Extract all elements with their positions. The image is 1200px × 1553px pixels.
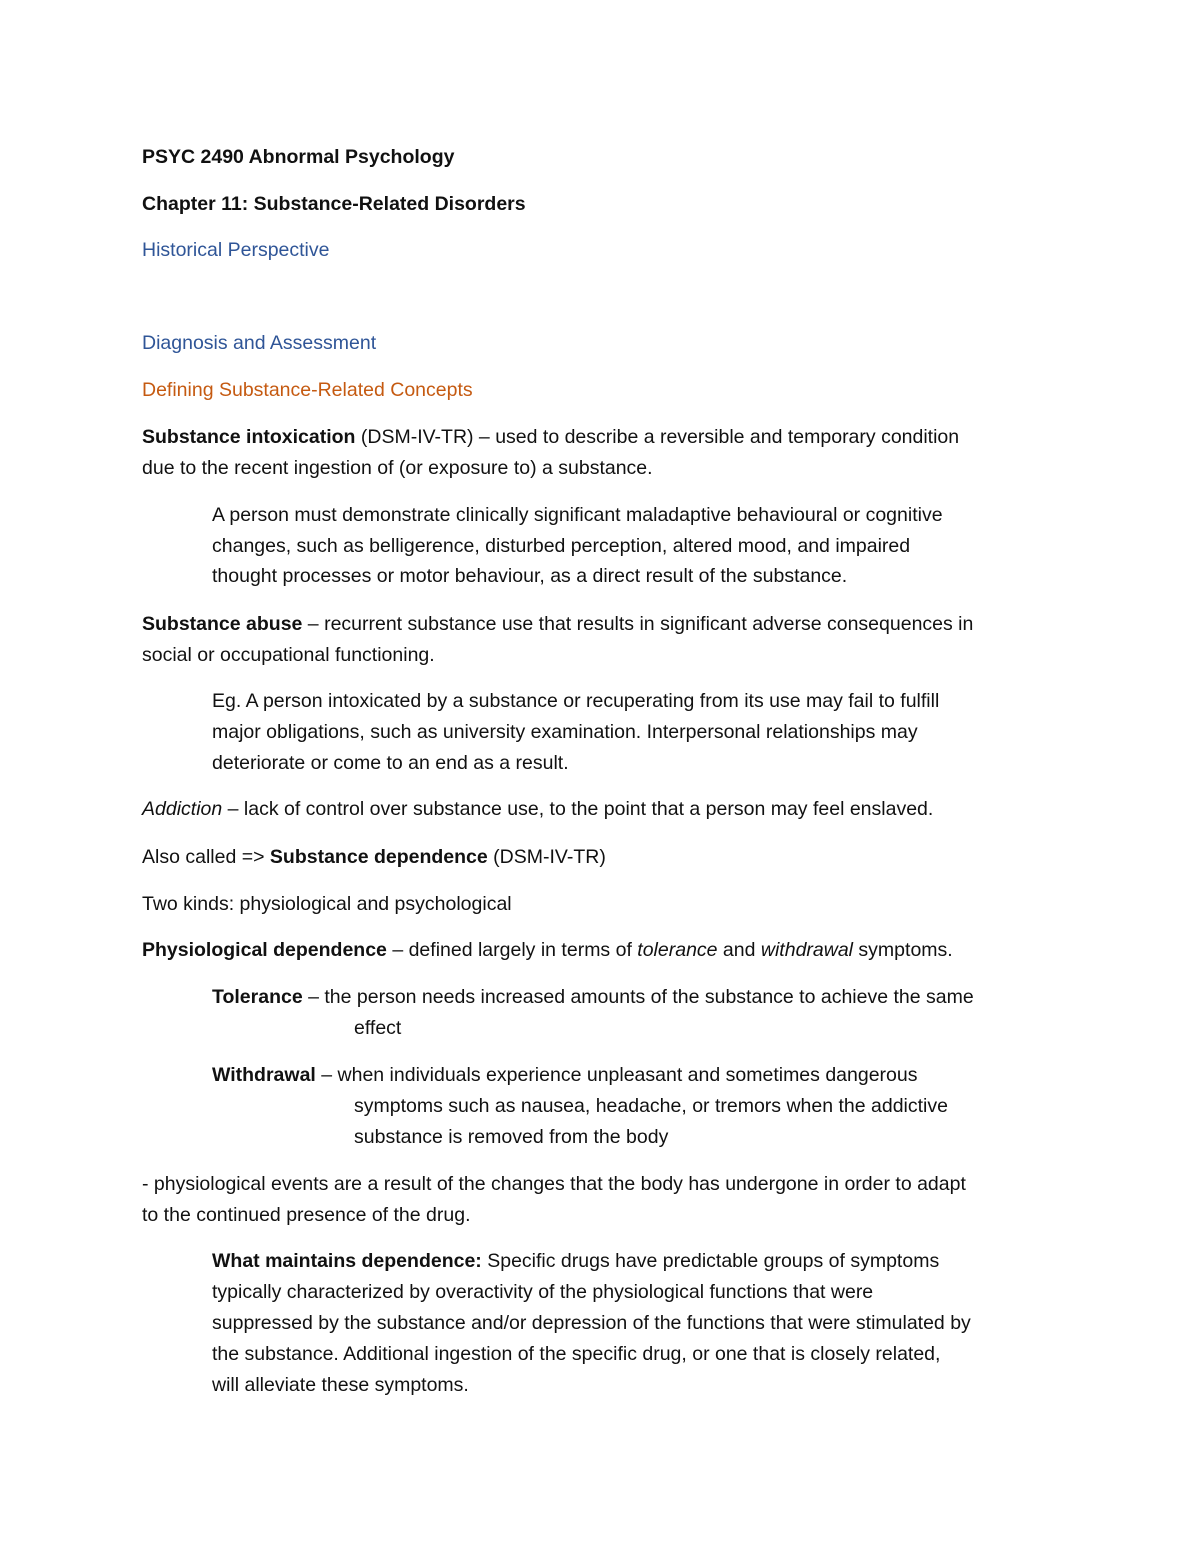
course-title: PSYC 2490 Abnormal Psychology xyxy=(142,146,455,168)
maintains-dependence-line: the substance. Additional ingestion of the specific drug, or one that is closely related, xyxy=(212,1343,941,1365)
physiological-events-line-1: - physiological events are a result of the changes that the body has undergone in order to adapt xyxy=(142,1173,966,1195)
tolerance-definition-line-2: effect xyxy=(354,1017,402,1039)
maintains-dependence-text: Specific drugs have predictable groups of symptoms xyxy=(481,1250,940,1272)
two-kinds-line: Two kinds: physiological and psychological xyxy=(142,893,512,915)
abuse-example-line: deteriorate or come to an end as a result. xyxy=(212,752,569,774)
intoxication-definition-line-1 xyxy=(142,425,959,449)
and-word: and xyxy=(717,939,761,961)
physiological-text-2: symptoms. xyxy=(853,939,953,961)
also-called-suffix: (DSM-IV-TR) xyxy=(487,846,606,868)
also-called-prefix: Also called => xyxy=(142,846,270,868)
physiological-dependence-term: Physiological dependence xyxy=(142,939,387,961)
maintains-dependence-term: What maintains dependence: xyxy=(212,1250,482,1272)
maintains-dependence-line: will alleviate these symptoms. xyxy=(212,1374,469,1396)
maintains-dependence-line: suppressed by the substance and/or depression of the functions that were stimulated by xyxy=(212,1312,971,1334)
withdrawal-definition-line-3: substance is removed from the body xyxy=(354,1126,669,1148)
abuse-definition-line-2: social or occupational functioning. xyxy=(142,644,435,666)
withdrawal-term: Withdrawal xyxy=(212,1064,316,1086)
physiological-dependence-definition xyxy=(142,938,953,962)
abuse-definition-text: – recurrent substance use that results in significant adverse consequences in xyxy=(302,613,974,635)
abuse-example-line: Eg. A person intoxicated by a substance or recuperating from its use may fail to fulfill xyxy=(212,690,940,712)
tolerance-definition-line-1 xyxy=(212,985,974,1009)
withdrawal-word: withdrawal xyxy=(760,939,854,961)
abuse-term: Substance abuse xyxy=(142,613,303,635)
heading-defining-concepts: Defining Substance-Related Concepts xyxy=(142,379,473,401)
withdrawal-definition-line-1 xyxy=(212,1063,917,1087)
tolerance-definition-text: – the person needs increased amounts of the substance to achieve the same xyxy=(302,986,974,1008)
intoxication-term: Substance intoxication xyxy=(142,426,356,448)
maintains-dependence-line: typically characterized by overactivity of the physiological functions that were xyxy=(212,1281,874,1303)
physiological-text-1: – defined largely in terms of xyxy=(386,939,638,961)
intoxication-detail-line: A person must demonstrate clinically significant maladaptive behavioural or cognitive xyxy=(212,504,943,526)
tolerance-word: tolerance xyxy=(637,939,718,961)
addiction-definition xyxy=(142,797,933,821)
maintains-dependence-line-1 xyxy=(212,1249,939,1273)
chapter-title: Chapter 11: Substance-Related Disorders xyxy=(142,193,526,215)
physiological-events-line-2: to the continued presence of the drug. xyxy=(142,1204,471,1226)
abuse-definition-line-1 xyxy=(142,612,973,636)
tolerance-term: Tolerance xyxy=(212,986,303,1008)
intoxication-detail-line: thought processes or motor behaviour, as a direct result of the substance. xyxy=(212,565,848,587)
intoxication-definition-text: (DSM-IV-TR) – used to describe a reversible and temporary condition xyxy=(355,426,960,448)
heading-diagnosis-assessment: Diagnosis and Assessment xyxy=(142,332,377,354)
withdrawal-definition-text: – when individuals experience unpleasant and sometimes dangerous xyxy=(315,1064,918,1086)
also-called-line xyxy=(142,845,606,869)
withdrawal-definition-line-2: symptoms such as nausea, headache, or tremors when the addictive xyxy=(354,1095,948,1117)
addiction-definition-text: – lack of control over substance use, to the point that a person may feel enslaved. xyxy=(222,798,934,820)
heading-historical-perspective: Historical Perspective xyxy=(142,239,330,261)
intoxication-definition-line-2: due to the recent ingestion of (or exposure to) a substance. xyxy=(142,457,653,479)
addiction-term: Addiction xyxy=(142,798,223,820)
abuse-example-line: major obligations, such as university examination. Interpersonal relationships may xyxy=(212,721,918,743)
intoxication-detail-line: changes, such as belligerence, disturbed perception, altered mood, and impaired xyxy=(212,535,911,557)
substance-dependence-term: Substance dependence xyxy=(269,846,488,868)
